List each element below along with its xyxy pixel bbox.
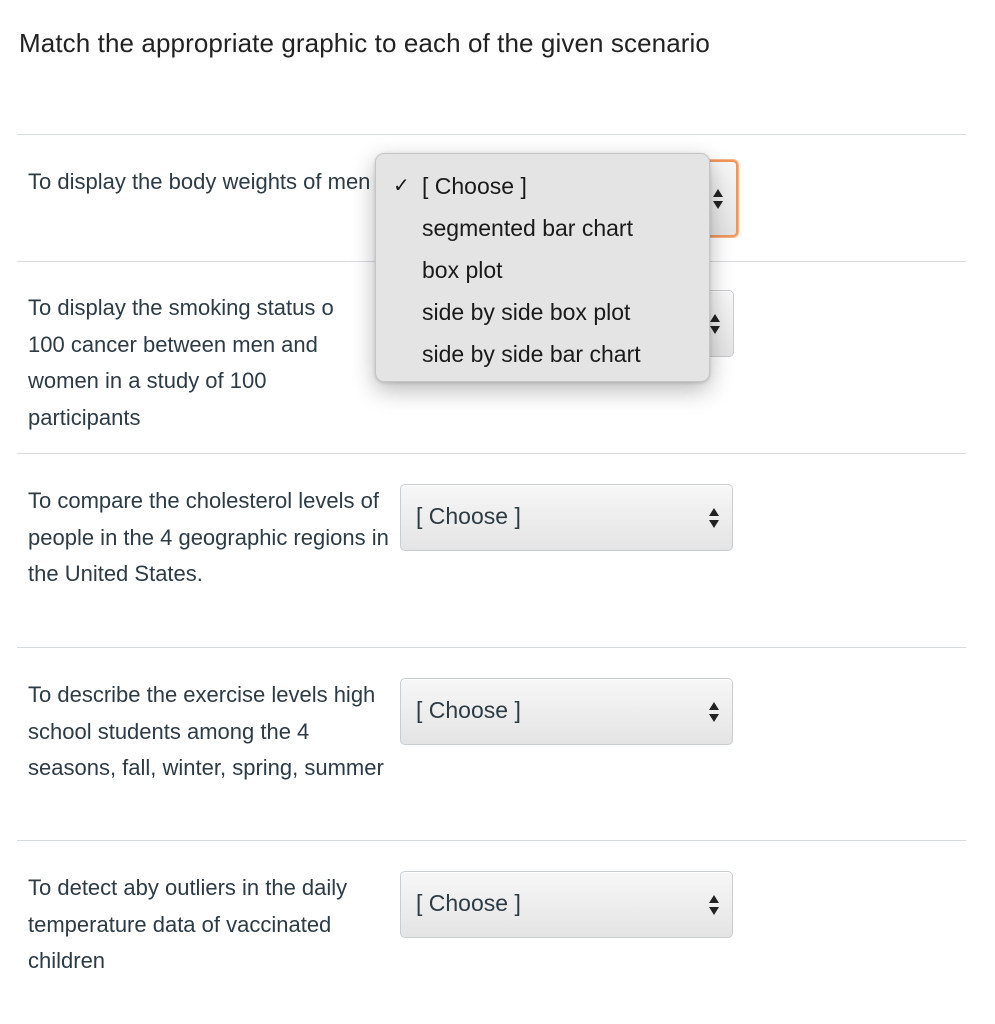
question-5-text: To detect aby outliers in the daily temperature data of vaccinated children	[28, 875, 348, 973]
divider	[17, 453, 966, 454]
select-value: [ Choose ]	[416, 503, 521, 529]
select-value: [ Choose ]	[416, 697, 521, 723]
checkmark-icon: ✓	[393, 175, 410, 197]
dropdown-option-box-plot[interactable]: box plot	[422, 257, 503, 283]
up-down-arrows-icon	[709, 313, 721, 335]
dropdown-option-side-by-side-box-plot[interactable]: side by side box plot	[422, 299, 631, 325]
select-value: [ Choose ]	[416, 890, 521, 916]
question-2-text: To display the smoking status o 100 cancer between men and women in a study of 100 participants	[28, 295, 334, 430]
divider	[17, 647, 966, 648]
option-label: [ Choose ]	[422, 173, 527, 199]
answer-dropdown-menu	[375, 153, 710, 382]
up-down-arrows-icon	[708, 507, 720, 529]
answer-select-4[interactable]	[400, 678, 733, 745]
divider	[17, 840, 966, 841]
answer-select-3[interactable]	[400, 484, 733, 551]
dropdown-option-choose[interactable]	[393, 166, 702, 206]
up-down-arrows-icon	[708, 701, 720, 723]
up-down-arrows-icon	[712, 188, 724, 210]
up-down-arrows-icon	[708, 894, 720, 916]
question-4-text: To describe the exercise levels high school students among the 4 seasons, fall, winter, spring, summer	[28, 682, 384, 780]
question-3-text: To compare the cholesterol levels of people in the 4 geographic regions in the United States.	[28, 488, 389, 586]
page-title: Match the appropriate graphic to each of the given scenario	[19, 28, 710, 58]
question-1-text: To display the body weights of men	[28, 169, 371, 194]
dropdown-option-side-by-side-bar-chart[interactable]: side by side bar chart	[422, 341, 641, 367]
answer-select-5[interactable]	[400, 871, 733, 938]
divider	[17, 134, 966, 135]
dropdown-option-segmented-bar-chart[interactable]: segmented bar chart	[422, 215, 633, 241]
